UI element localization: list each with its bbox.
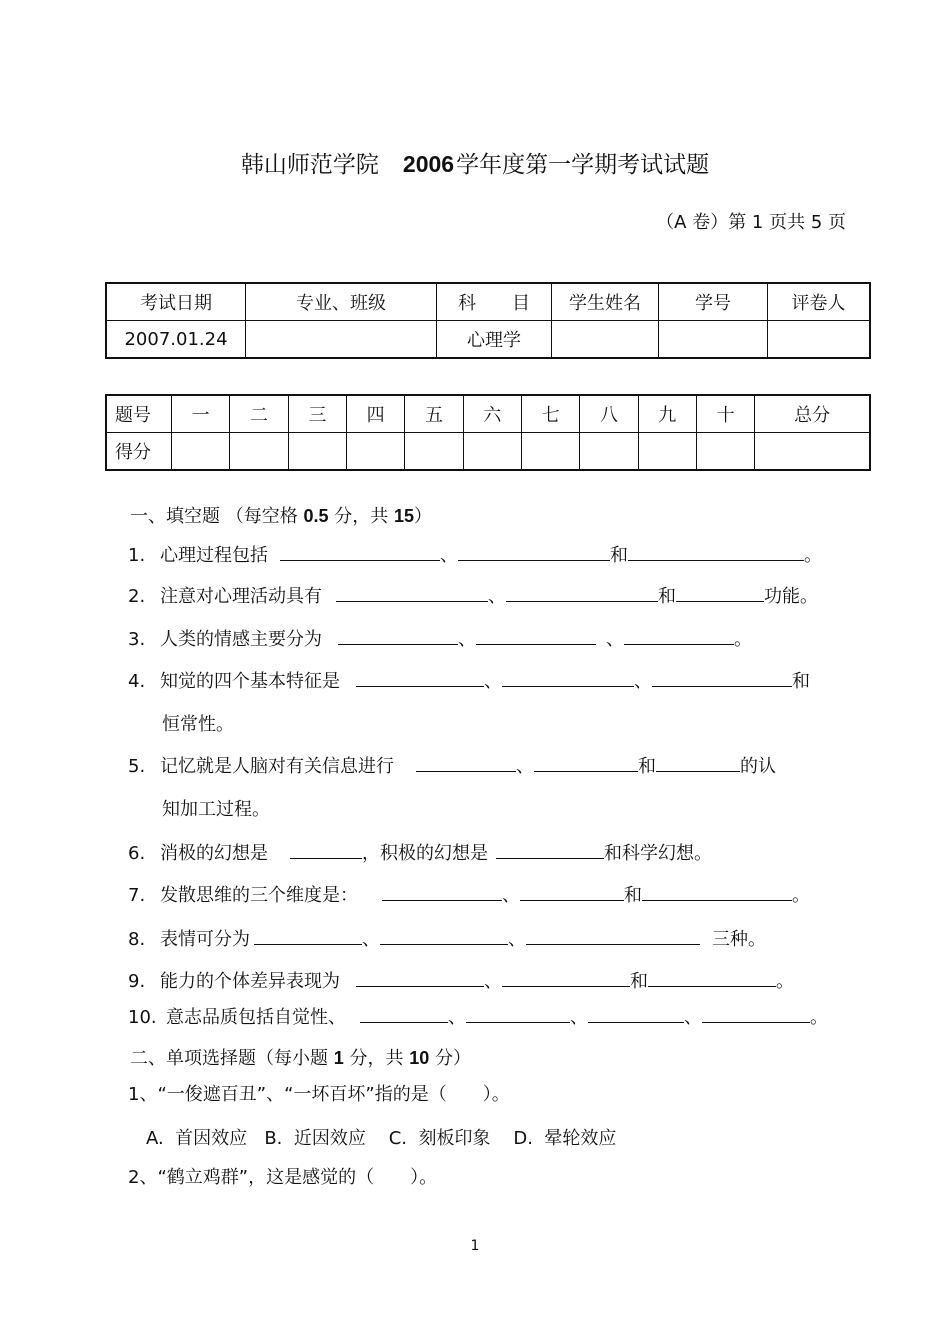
score-cell (288, 433, 346, 471)
title-year: 2006 (402, 151, 455, 177)
score-cell (696, 433, 754, 471)
score-cell (638, 433, 696, 471)
score-row-label: 得分 (106, 433, 172, 471)
question-9 (128, 967, 794, 993)
score-cell (580, 433, 638, 471)
question-text: 人类的情感主要分为 (160, 629, 322, 650)
question-text: 意志品质包括自觉性、 (166, 1007, 346, 1028)
blank[interactable] (338, 626, 458, 645)
heading-text: 二、单项选择题（每小题 (130, 1048, 334, 1069)
blank[interactable] (458, 542, 610, 561)
question-end: 三种。 (712, 929, 766, 950)
heading-text: 一、填空题 （每空格 (130, 506, 304, 527)
score-cell (230, 433, 288, 471)
header-cell: 专业、班级 (246, 283, 437, 321)
question-text: 知觉的四个基本特征是 (160, 671, 340, 692)
blank[interactable] (502, 668, 634, 687)
question-2 (128, 582, 818, 608)
choice-question-1: 1、“一俊遮百丑”、“一坏百坏”指的是（ ）。 (128, 1084, 510, 1105)
separator: 、 (488, 586, 506, 607)
separator: 和 (624, 885, 642, 906)
student-name-cell (552, 321, 659, 359)
question-end: 和科学幻想。 (604, 843, 712, 864)
separator: 、 (508, 929, 526, 950)
question-text: 注意对心理活动具有 (160, 586, 322, 607)
choice-question-1-options: A. 首因效应 B. 近因效应 C. 刻板印象 D. 晕轮效应 (146, 1128, 617, 1149)
blank[interactable] (642, 882, 792, 901)
score-header-cell: 二 (230, 395, 288, 433)
blank[interactable] (290, 840, 362, 859)
question-text: 发散思维的三个维度是： (160, 885, 358, 906)
choice-question-2: 2、“鹤立鸡群”，这是感觉的（ ）。 (128, 1167, 438, 1188)
score-header-cell: 五 (405, 395, 463, 433)
heading-points: 0.5 (303, 506, 329, 526)
heading-total: 10 (409, 1048, 430, 1068)
page-title (0, 146, 950, 179)
score-header-cell: 题号 (106, 395, 172, 433)
blank[interactable] (628, 542, 804, 561)
separator: 和 (630, 971, 648, 992)
score-cell (172, 433, 230, 471)
blank[interactable] (534, 753, 638, 772)
blank[interactable] (360, 1004, 448, 1023)
score-cell (346, 433, 404, 471)
score-cell (755, 433, 870, 471)
question-end: 。 (804, 545, 822, 566)
blank[interactable] (476, 626, 596, 645)
page-subtitle: （A 卷）第 1 页共 5 页 (656, 212, 846, 233)
question-end: 的认 (740, 756, 776, 777)
separator: 、 (484, 971, 502, 992)
question-text: 表情可分为 (160, 929, 250, 950)
grader-cell (768, 321, 871, 359)
header-cell: 学生姓名 (552, 283, 659, 321)
score-cell (521, 433, 579, 471)
separator: 、 (362, 929, 380, 950)
blank[interactable] (588, 1004, 684, 1023)
question-number: 6. (128, 843, 146, 864)
subject-cell: 心理学 (437, 321, 552, 359)
blank[interactable] (506, 583, 658, 602)
score-header-cell: 一 (172, 395, 230, 433)
question-7 (128, 881, 810, 907)
question-number: 5. (128, 756, 146, 777)
blank[interactable] (356, 968, 484, 987)
question-number: 10. (128, 1007, 157, 1028)
blank[interactable] (702, 1004, 810, 1023)
separator: 、 (458, 629, 476, 650)
title-school: 韩山师范学院 (240, 152, 379, 178)
page-number: 1 (470, 1238, 480, 1254)
question-6 (128, 839, 712, 865)
separator: 、 (484, 671, 502, 692)
separator: 、 (606, 629, 624, 650)
question-end: 。 (810, 1007, 828, 1028)
question-text: 记忆就是人脑对有关信息进行 (160, 756, 394, 777)
score-header-cell: 总分 (755, 395, 870, 433)
score-table (105, 394, 871, 471)
question-10 (128, 1003, 828, 1029)
score-header-cell: 十 (696, 395, 754, 433)
question-text: 心理过程包括 (160, 545, 268, 566)
blank[interactable] (656, 753, 740, 772)
separator: ，积极的幻想是 (362, 843, 488, 864)
heading-text: 分，共 (328, 506, 394, 527)
blank[interactable] (496, 840, 604, 859)
heading-total: 15 (393, 506, 414, 526)
question-5 (128, 752, 776, 778)
score-header-cell: 三 (288, 395, 346, 433)
class-cell (246, 321, 437, 359)
separator: 、 (502, 885, 520, 906)
blank[interactable] (676, 583, 764, 602)
separator: 、 (516, 756, 534, 777)
question-4 (128, 667, 810, 693)
separator: 、 (440, 545, 458, 566)
section1-heading (130, 502, 432, 528)
separator: 、 (570, 1007, 588, 1028)
blank[interactable] (280, 542, 440, 561)
score-header-cell: 九 (638, 395, 696, 433)
separator: 和 (638, 756, 656, 777)
question-4-continued: 恒常性。 (162, 714, 234, 735)
blank[interactable] (336, 583, 488, 602)
exam-date-cell: 2007.01.24 (106, 321, 246, 359)
exam-info-table (105, 282, 871, 359)
question-end: 。 (776, 971, 794, 992)
question-number: 7. (128, 885, 146, 906)
score-header-cell: 七 (521, 395, 579, 433)
question-number: 1. (128, 545, 146, 566)
question-number: 3. (128, 629, 146, 650)
header-cell: 评卷人 (768, 283, 871, 321)
question-number: 2. (128, 586, 146, 607)
heading-text: 分） (429, 1048, 471, 1069)
student-id-cell (659, 321, 768, 359)
question-number: 8. (128, 929, 146, 950)
blank[interactable] (520, 882, 624, 901)
question-1 (128, 541, 822, 567)
score-header-cell: 六 (463, 395, 521, 433)
score-header-cell: 八 (580, 395, 638, 433)
header-cell: 学号 (659, 283, 768, 321)
question-end: 功能。 (764, 586, 818, 607)
question-number: 4. (128, 671, 146, 692)
question-text: 能力的个体差异表现为 (160, 971, 340, 992)
blank[interactable] (526, 926, 700, 945)
header-cell: 科 目 (437, 283, 552, 321)
blank[interactable] (382, 882, 502, 901)
blank[interactable] (380, 926, 508, 945)
separator: 和 (610, 545, 628, 566)
blank[interactable] (502, 968, 630, 987)
heading-text: 分，共 (343, 1048, 410, 1069)
question-8 (128, 925, 766, 951)
question-number: 9. (128, 971, 146, 992)
score-cell (463, 433, 521, 471)
separator: 和 (658, 586, 676, 607)
question-3 (128, 625, 752, 651)
header-cell: 考试日期 (106, 283, 246, 321)
score-header-cell: 四 (346, 395, 404, 433)
section2-heading (130, 1044, 471, 1070)
separator: 、 (634, 671, 652, 692)
blank[interactable] (356, 668, 484, 687)
question-end: 。 (792, 885, 810, 906)
heading-text: ） (413, 506, 432, 527)
score-cell (405, 433, 463, 471)
blank[interactable] (648, 968, 776, 987)
question-text: 消极的幻想是 (160, 843, 268, 864)
blank[interactable] (652, 668, 792, 687)
blank[interactable] (254, 926, 362, 945)
question-end: 和 (792, 671, 810, 692)
separator: 、 (448, 1007, 466, 1028)
title-suffix: 学年度第一学期考试试题 (456, 152, 710, 178)
separator: 、 (684, 1007, 702, 1028)
blank[interactable] (624, 626, 734, 645)
heading-points: 1 (333, 1048, 344, 1068)
question-5-continued: 知加工过程。 (162, 799, 270, 820)
blank[interactable] (466, 1004, 570, 1023)
blank[interactable] (416, 753, 516, 772)
question-end: 。 (734, 629, 752, 650)
